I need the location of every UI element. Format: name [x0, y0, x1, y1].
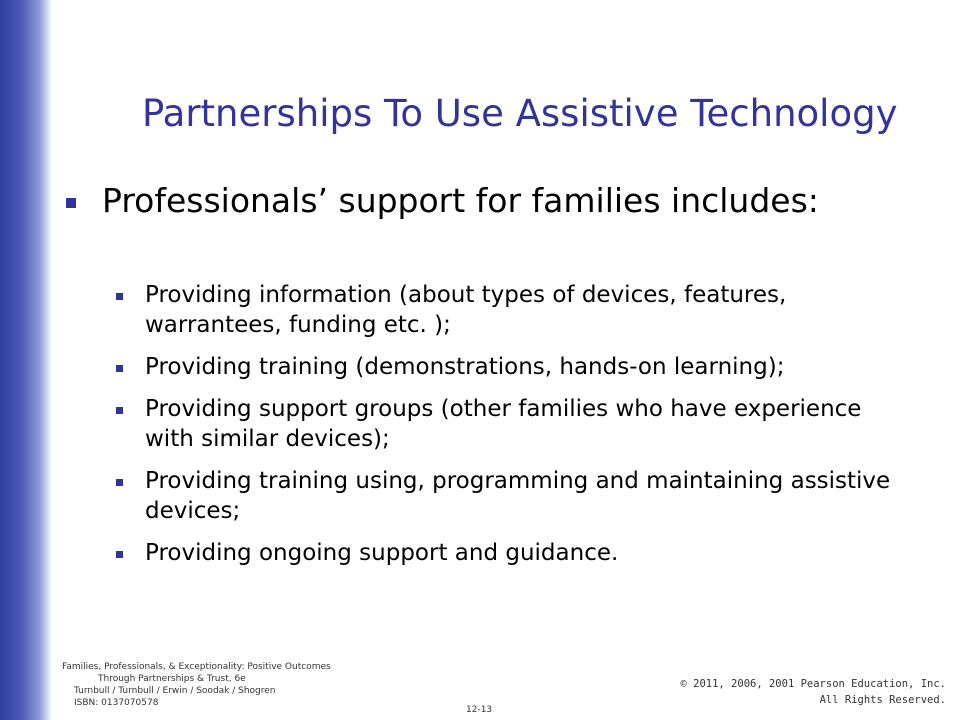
sub-bullet-text: Providing training using, programming and maintaining assistive devices; — [145, 468, 891, 524]
sub-bullet-item — [116, 352, 916, 382]
square-bullet-icon — [116, 365, 123, 372]
book-citation — [62, 661, 382, 709]
copyright-notice — [626, 676, 946, 708]
sub-bullet-text: Providing information (about types of devices, features, warrantees, funding etc. ); — [145, 282, 787, 338]
sub-bullet-text: Providing support groups (other families who have experience with similar devices); — [145, 396, 862, 452]
square-bullet-icon — [66, 198, 76, 208]
book-subtitle-line: Through Partnerships & Trust, 6e — [98, 674, 246, 684]
book-title-line: Families, Professionals, & Exceptionality: Positive Outcomes — [62, 662, 331, 672]
square-bullet-icon — [116, 479, 123, 486]
square-bullet-icon — [116, 407, 123, 414]
sub-bullet-item — [116, 538, 916, 568]
book-isbn-line: ISBN: 0137070578 — [74, 698, 159, 708]
square-bullet-icon — [116, 551, 123, 558]
square-bullet-icon — [116, 293, 123, 300]
book-authors-line: Turnbull / Turnbull / Erwin / Soodak / Shogren — [74, 686, 276, 696]
page-number: 12-13 — [466, 705, 493, 715]
sub-bullet-item — [116, 466, 916, 526]
copyright-line: © 2011, 2006, 2001 Pearson Education, Inc. — [680, 678, 946, 690]
main-bullet — [66, 180, 906, 222]
main-bullet-text: Professionals’ support for families includes: — [102, 181, 819, 220]
left-gradient-band — [0, 0, 52, 720]
rights-line: All Rights Reserved. — [819, 694, 946, 706]
sub-bullet-text: Providing ongoing support and guidance. — [145, 540, 619, 566]
sub-bullet-item — [116, 394, 916, 454]
sub-bullet-text: Providing training (demonstrations, hands-on learning); — [145, 354, 785, 380]
sub-bullet-item — [116, 280, 916, 340]
sub-bullet-list — [116, 280, 916, 580]
slide-title: Partnerships To Use Assistive Technology — [142, 92, 898, 135]
